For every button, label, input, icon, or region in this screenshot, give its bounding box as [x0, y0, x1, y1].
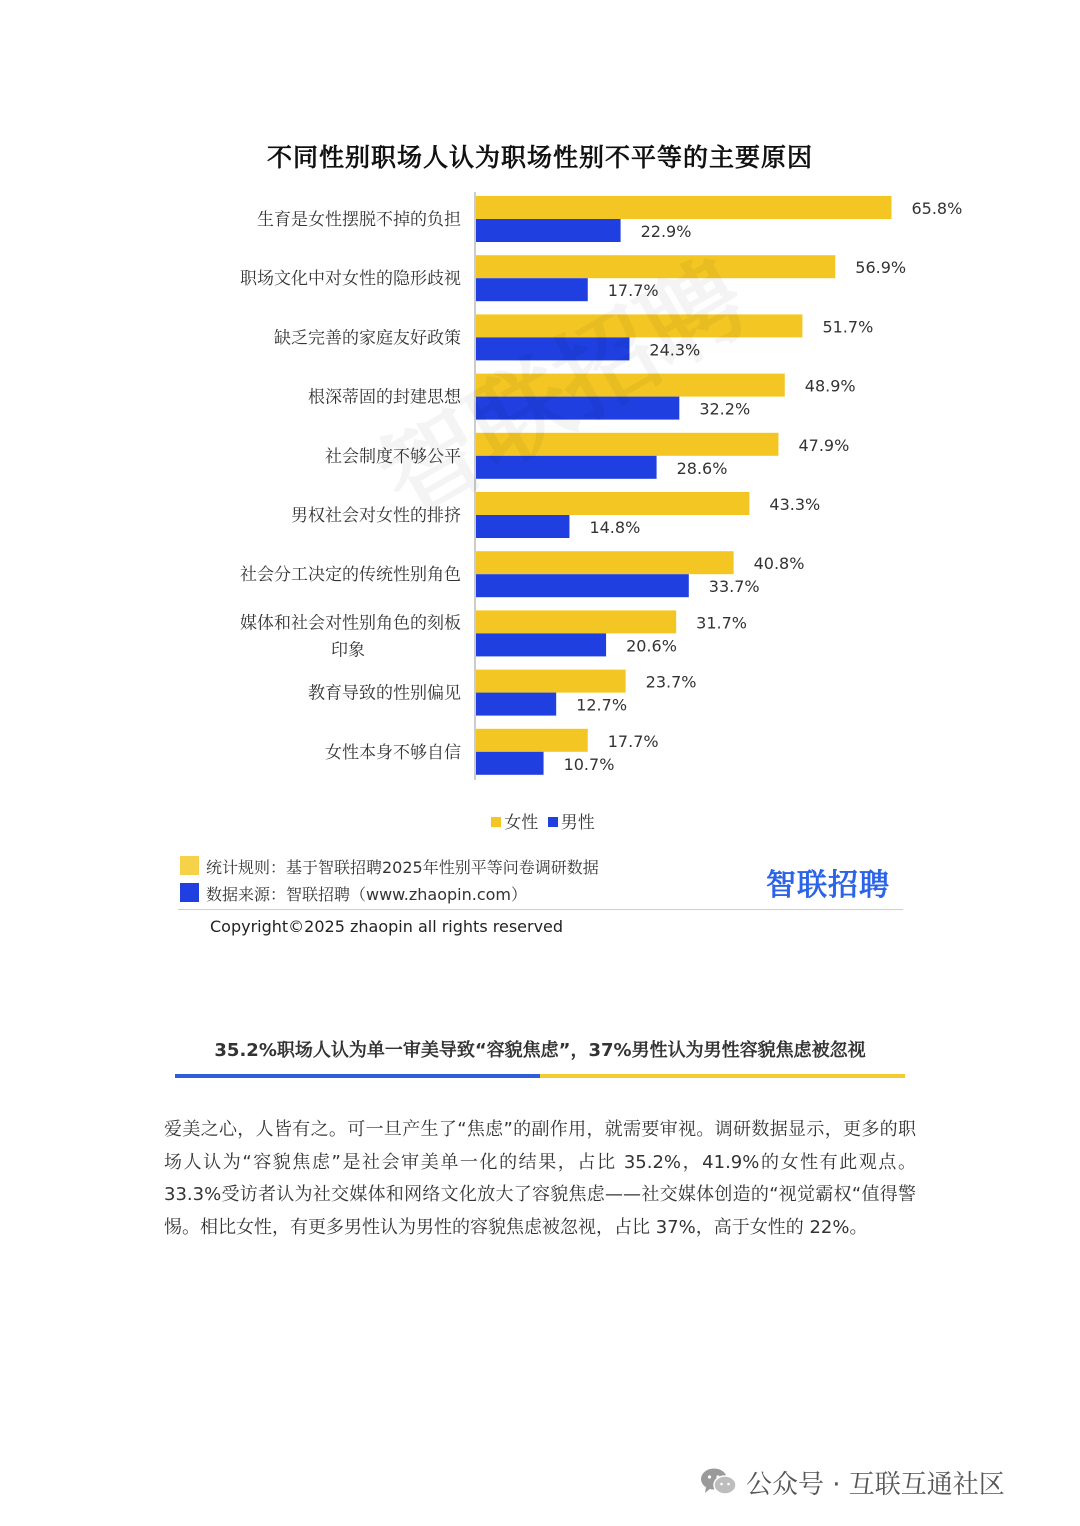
data-label-male: 14.8%: [589, 518, 641, 537]
data-label-female: 43.3%: [769, 495, 821, 514]
data-label-male: 24.3%: [649, 340, 701, 360]
bar-female: [476, 729, 588, 752]
bar-male: [476, 456, 657, 479]
legend-swatch-male: [548, 817, 558, 827]
data-label-male: 32.2%: [699, 399, 751, 419]
bar-male: [476, 337, 629, 360]
data-label-male: 22.9%: [640, 222, 692, 241]
category-label: 生育是女性摆脱不掉的负担: [257, 210, 461, 230]
note-swatch-source: [180, 883, 199, 902]
category-label: 教育导致的性别偏见: [308, 683, 461, 704]
data-label-male: 28.6%: [676, 458, 728, 478]
data-label-female: 31.7%: [696, 613, 747, 633]
data-label-female: 51.7%: [822, 317, 874, 337]
data-label-female: 23.7%: [645, 672, 697, 692]
category-label: 根深蒂固的封建思想: [308, 387, 461, 408]
footer-account[interactable]: [700, 1462, 1005, 1502]
brand-logo: 智联招聘: [766, 868, 890, 903]
chart-legend: [0, 808, 1080, 833]
legend-label-female: 女性: [504, 813, 539, 833]
bar-female: [476, 551, 734, 574]
legend-label-male: 男性: [560, 813, 595, 833]
bar-female: [476, 374, 785, 397]
footer-text: 公众号 · 互联互通社区: [746, 1469, 1005, 1500]
bar-female: [476, 492, 749, 515]
article-paragraph: 爱美之心，人皆有之。可一旦产生了“焦虑”的副作用，就需要审视。调研数据显示，更多的职场人认为“容貌焦虑”是社会审美单一化的结果，占比 35.2%，41.9%的女性有此观点。33.3%受访者认为社交媒体和网络文化放大了容貌焦虑——社交媒体创造的“视觉霸权“值得警惕。相比女性，有更多男性认为男性的容貌焦虑被忽视，占比 37%，高于女性的 22%。: [164, 1119, 916, 1238]
category-label: 社会制度不够公平: [325, 446, 461, 467]
category-label: [240, 613, 461, 660]
bar-male: [476, 633, 606, 656]
divider: [178, 909, 903, 910]
bar-female: [476, 196, 891, 219]
note-swatch-rule: [180, 856, 199, 875]
category-label: 女性本身不够自信: [325, 742, 461, 763]
bar-male: [476, 693, 556, 716]
category-label-line: 印象: [331, 640, 365, 661]
wechat-icon: [700, 1467, 738, 1497]
data-label-male: 33.7%: [708, 577, 760, 597]
bar-male: [476, 574, 689, 597]
bar-male: [476, 752, 544, 775]
data-label-female: 48.9%: [804, 376, 856, 396]
section-title: 35.2%职场人认为单一审美导致“容貌焦虑”，37%男性认为男性容貌焦虑被忽视: [214, 1040, 866, 1061]
note-rule: 统计规则：基于智联招聘2025年性别平等问卷调研数据: [206, 858, 599, 877]
data-label-female: 40.8%: [753, 554, 805, 574]
chart-title: 不同性别职场人认为职场性别不平等的主要原因: [266, 143, 813, 172]
data-label-female: 17.7%: [607, 731, 659, 751]
data-label-male: 20.6%: [626, 636, 677, 656]
legend-swatch-female: [491, 817, 501, 827]
category-label: 男权社会对女性的排挤: [291, 506, 461, 526]
category-label: 职场文化中对女性的隐形歧视: [240, 269, 461, 290]
section-underline-gold: [540, 1074, 905, 1078]
copyright: Copyright©2025 zhaopin all rights reserved: [210, 917, 564, 936]
bar-female: [476, 433, 778, 456]
bar-male: [476, 515, 569, 538]
data-label-male: 17.7%: [607, 281, 659, 301]
note-source: 数据来源：智联招聘（www.zhaopin.com）: [206, 885, 528, 904]
section-underline-blue: [175, 1074, 540, 1078]
bar-male: [476, 397, 679, 420]
bar-male: [476, 219, 621, 242]
bar-female: [476, 314, 802, 337]
data-label-female: 56.9%: [855, 258, 907, 278]
category-label-line: 媒体和社会对性别角色的刻板: [240, 613, 461, 634]
data-label-female: 65.8%: [911, 199, 963, 218]
bar-female: [476, 670, 626, 693]
category-label: 社会分工决定的传统性别角色: [240, 565, 461, 586]
data-label-male: 12.7%: [576, 695, 628, 715]
data-label-male: 10.7%: [563, 754, 615, 774]
category-label: 缺乏完善的家庭友好政策: [274, 328, 461, 349]
bar-female: [476, 610, 676, 633]
bar-female: [476, 255, 835, 278]
data-label-female: 47.9%: [798, 435, 850, 455]
bar-male: [476, 278, 588, 301]
